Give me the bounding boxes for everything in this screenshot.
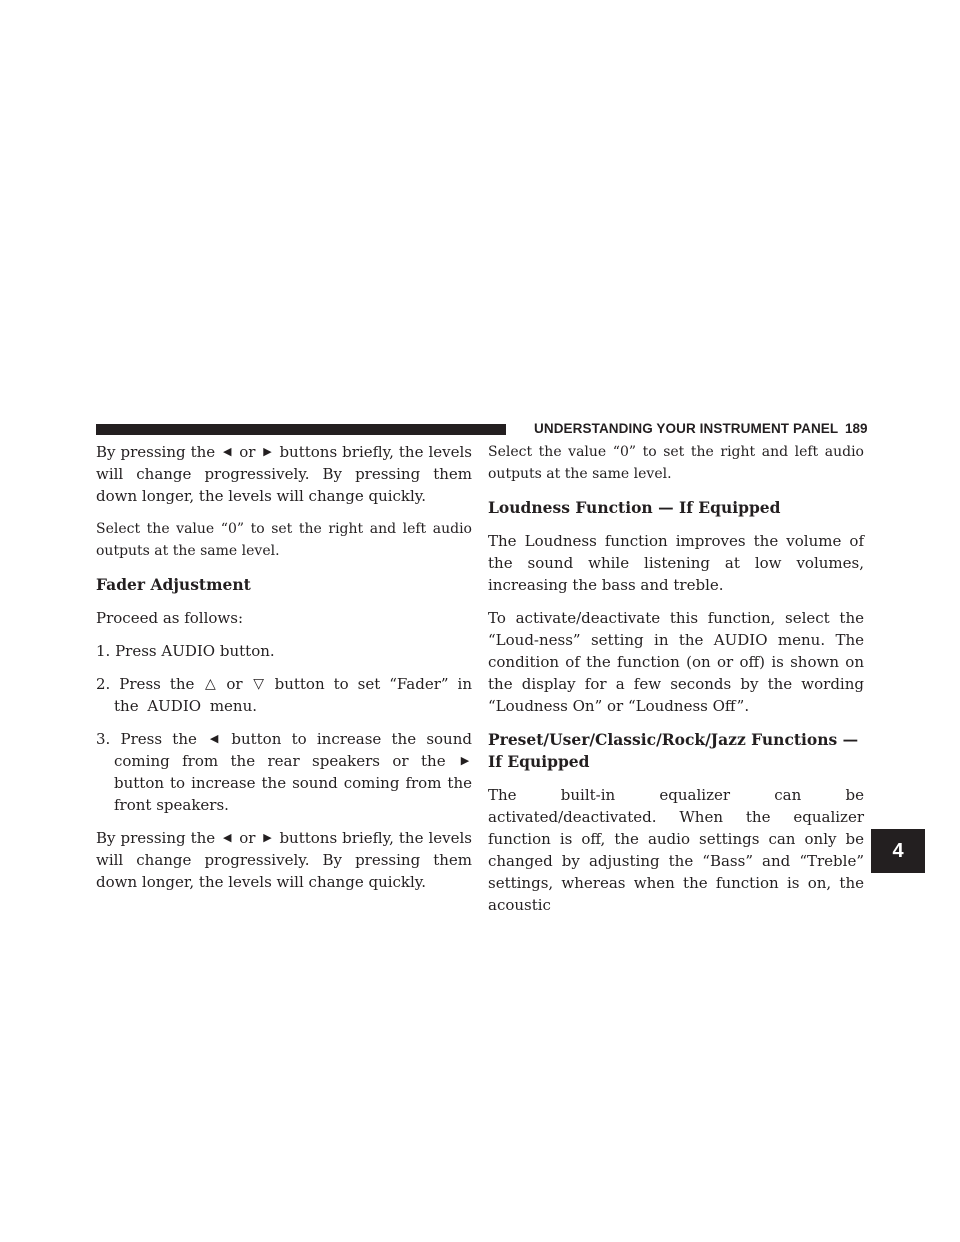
paragraph-fader-zero: Select the value “0” to set the right and left audio outputs at the same level. xyxy=(488,444,864,482)
right-column xyxy=(488,441,864,916)
paragraph-proceed: Proceed as follows: xyxy=(96,609,244,627)
paragraph-balance-zero: Select the value “0” to set the right and left audio outputs at the same level. xyxy=(96,521,472,559)
heading-loudness: Loudness Function — If Equipped xyxy=(488,498,781,517)
paragraph-balance-levels: By pressing the ◀ or ▶ buttons briefly, the levels will change progressively. By pressing them down longer, the levels will change quickly. xyxy=(96,443,472,505)
heading-fader: Fader Adjustment xyxy=(96,575,251,594)
paragraph-equalizer: The built-in equalizer can be activated/deactivated. When the equalizer function is off, the audio settings can only be changed by adjusting the “Bass” and “Treble” settings, whereas when the function is on, the acoustic xyxy=(488,786,864,914)
step-1: 1. Press AUDIO button. xyxy=(96,642,275,660)
left-arrow-icon: ◀ xyxy=(209,732,219,745)
header-rule xyxy=(96,424,506,435)
left-arrow-icon: ◀ xyxy=(222,445,232,458)
right-arrow-icon: ▶ xyxy=(460,754,470,767)
step-3: 3. Press the ◀ button to increase the sound coming from the rear speakers or the ▶ button to increase the sound coming from the front speakers. xyxy=(96,730,472,814)
paragraph-fader-levels: By pressing the ◀ or ▶ buttons briefly, the levels will change progressively. By pressing them down longer, the levels will change quickly. xyxy=(96,829,472,891)
right-arrow-icon: ▶ xyxy=(263,445,272,458)
up-arrow-icon: △ xyxy=(205,676,216,692)
right-arrow-icon: ▶ xyxy=(263,831,272,844)
paragraph-loudness-intro: The Loudness function improves the volume of the sound while listening at low volumes, increasing the bass and treble. xyxy=(488,532,864,594)
paragraph-loudness-activate: To activate/deactivate this function, select the “Loud-ness” setting in the AUDIO menu. The condition of the function (on or off) is shown on the display for a few seconds by the wording “Loudness On” or “Loudness Off”. xyxy=(488,609,864,715)
left-column xyxy=(96,441,472,893)
chapter-tab: 4 xyxy=(871,829,925,873)
step-2: 2. Press the △ or ▽ button to set “Fader” in the AUDIO menu. xyxy=(96,675,472,715)
page-number: 189 xyxy=(845,421,868,436)
left-arrow-icon: ◀ xyxy=(222,831,232,844)
down-arrow-icon: ▽ xyxy=(253,676,264,692)
section-title: UNDERSTANDING YOUR INSTRUMENT PANEL xyxy=(534,421,839,436)
heading-equalizer: Preset/User/Classic/Rock/Jazz Functions — If Equipped xyxy=(488,730,859,771)
